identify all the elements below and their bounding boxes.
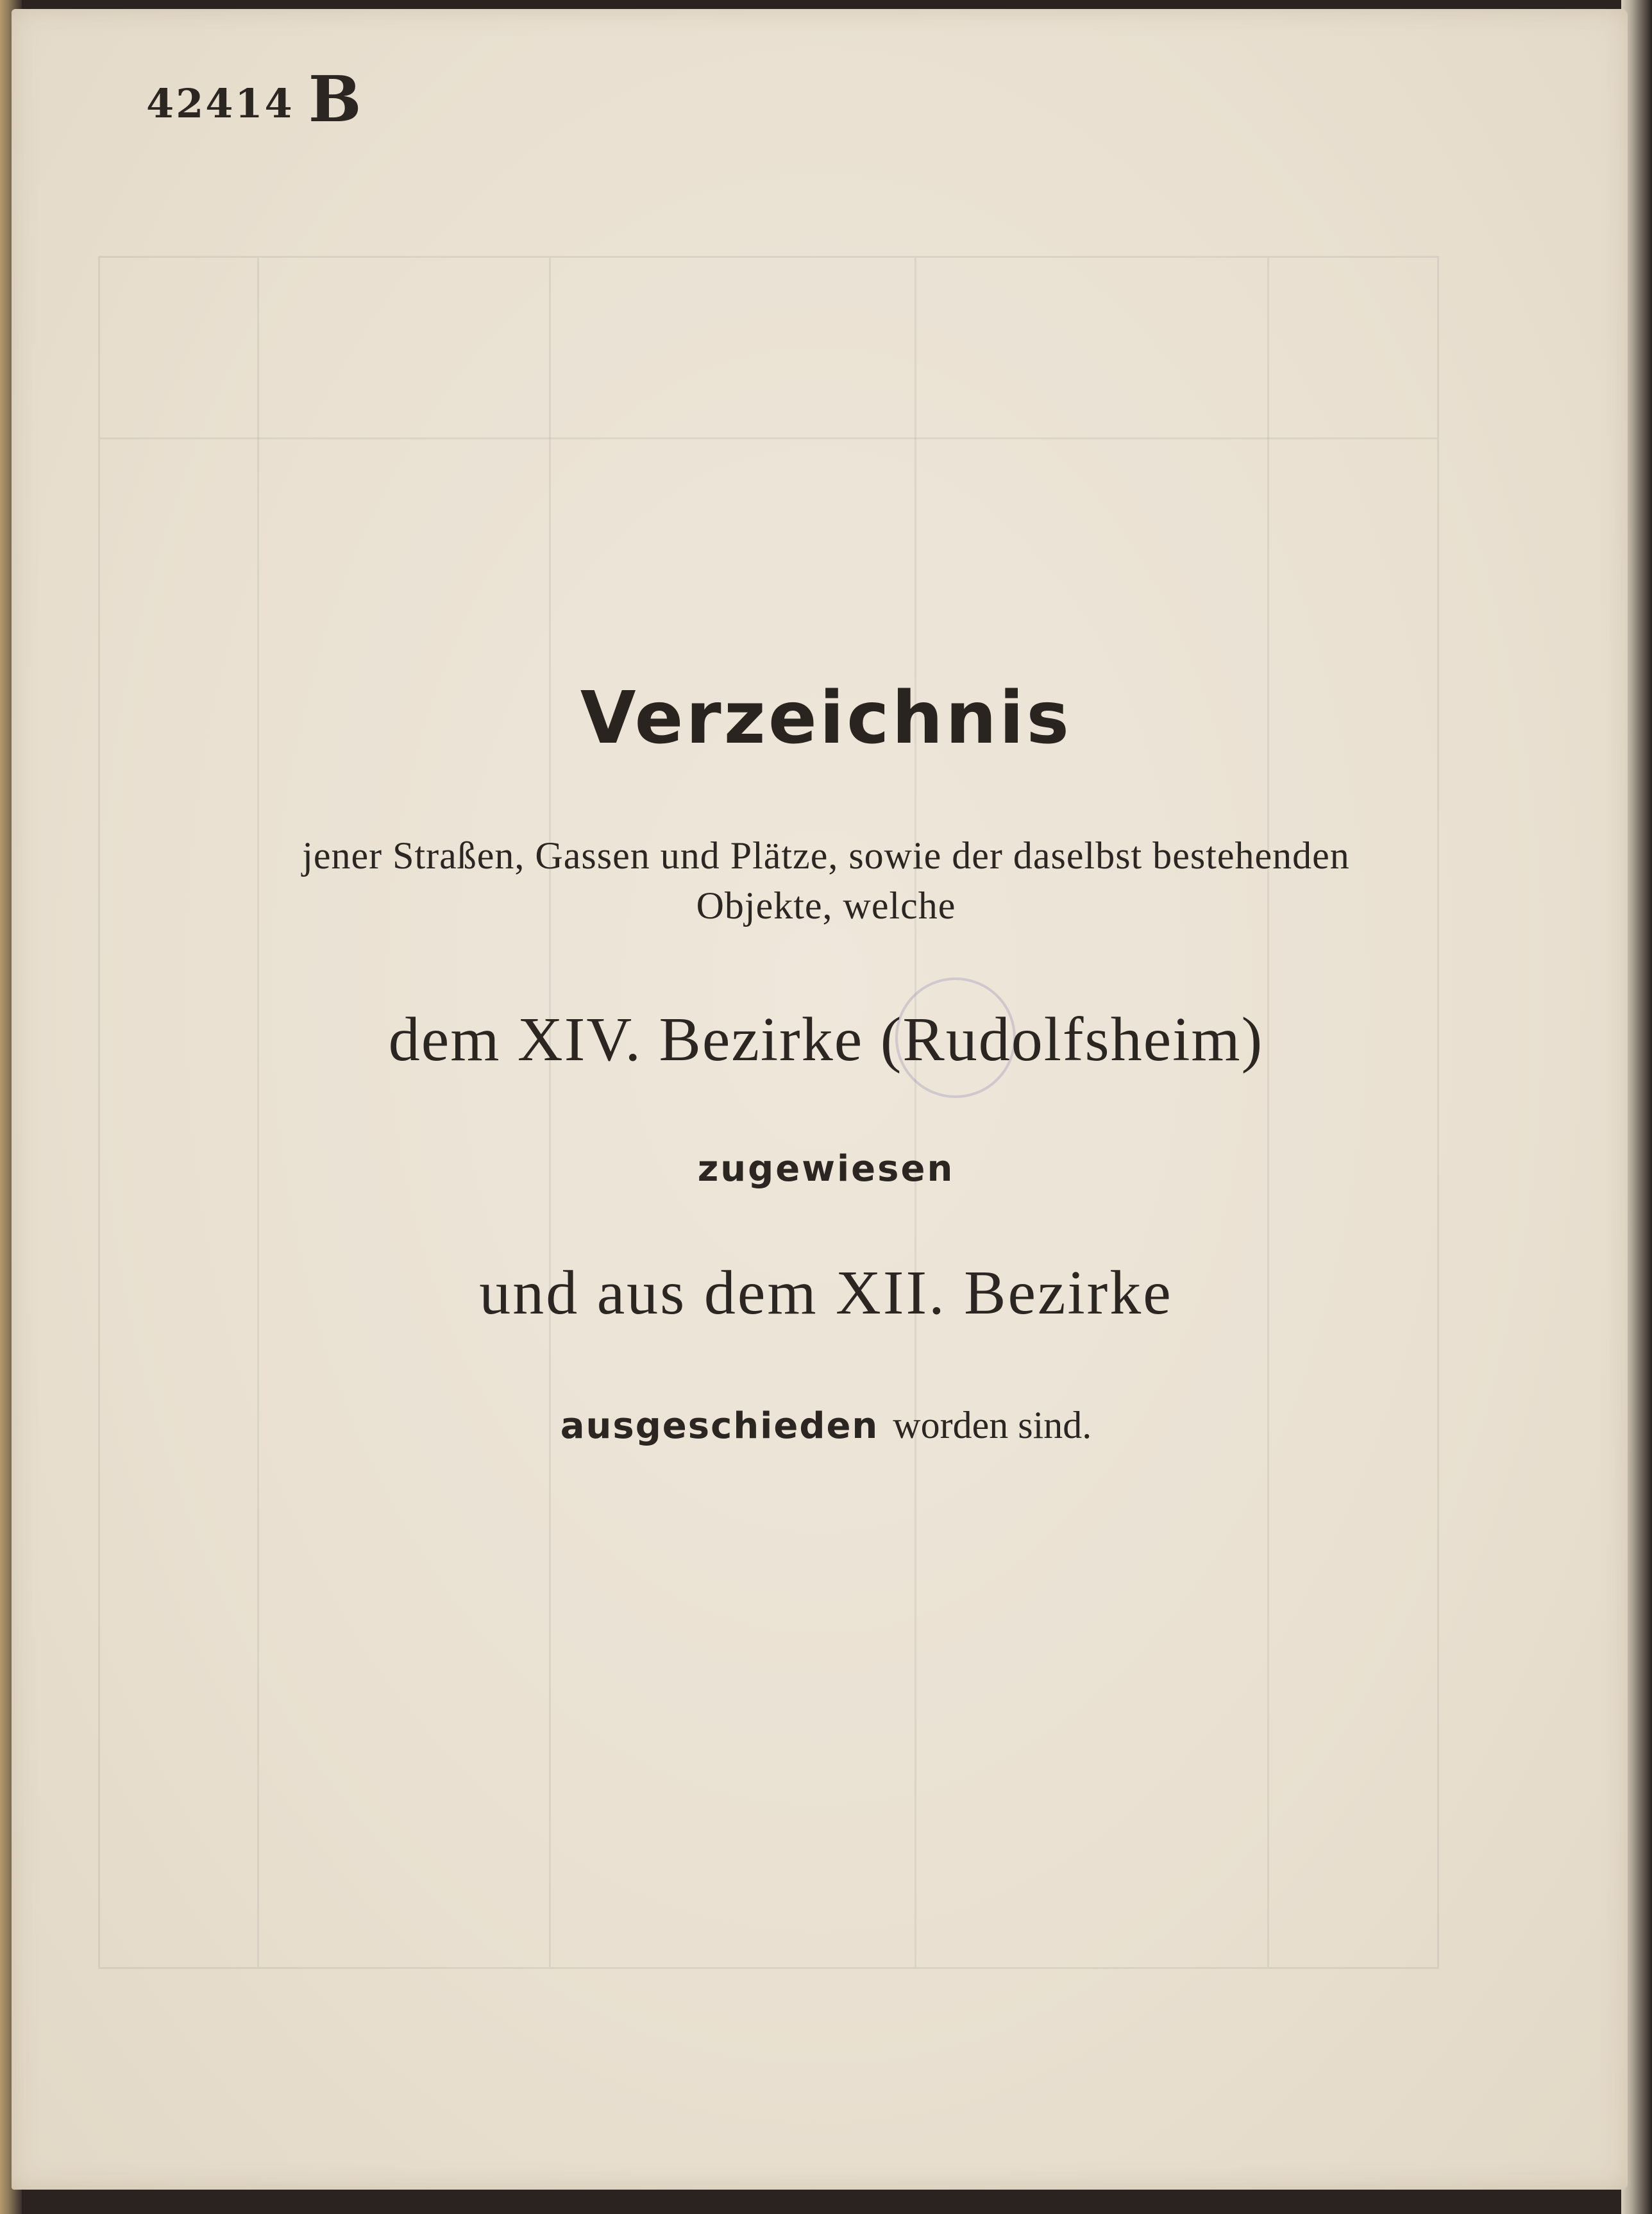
excluded-from-line: und aus dem XII. Bezirke xyxy=(479,1258,1173,1328)
closing-bold: ausgeschieden xyxy=(560,1405,879,1447)
page-title: Verzeichnis xyxy=(580,677,1072,760)
assigned-label: zugewiesen xyxy=(697,1148,955,1190)
intro-line-2: Objekte, welche xyxy=(696,884,956,927)
paper-sheet xyxy=(12,9,1628,2190)
closing-rest: worden sind. xyxy=(893,1404,1092,1446)
district-line: dem XIV. Bezirke (Rudolfsheim) xyxy=(388,1005,1264,1074)
bleed-through-table xyxy=(98,256,1439,1969)
accession-number: 42414 B xyxy=(146,63,364,137)
intro-line-1: jener Straßen, Gassen und Plätze, sowie der daselbst bestehenden xyxy=(302,834,1350,877)
accession-letter: B xyxy=(308,63,364,137)
closing-line xyxy=(0,1403,1652,1448)
